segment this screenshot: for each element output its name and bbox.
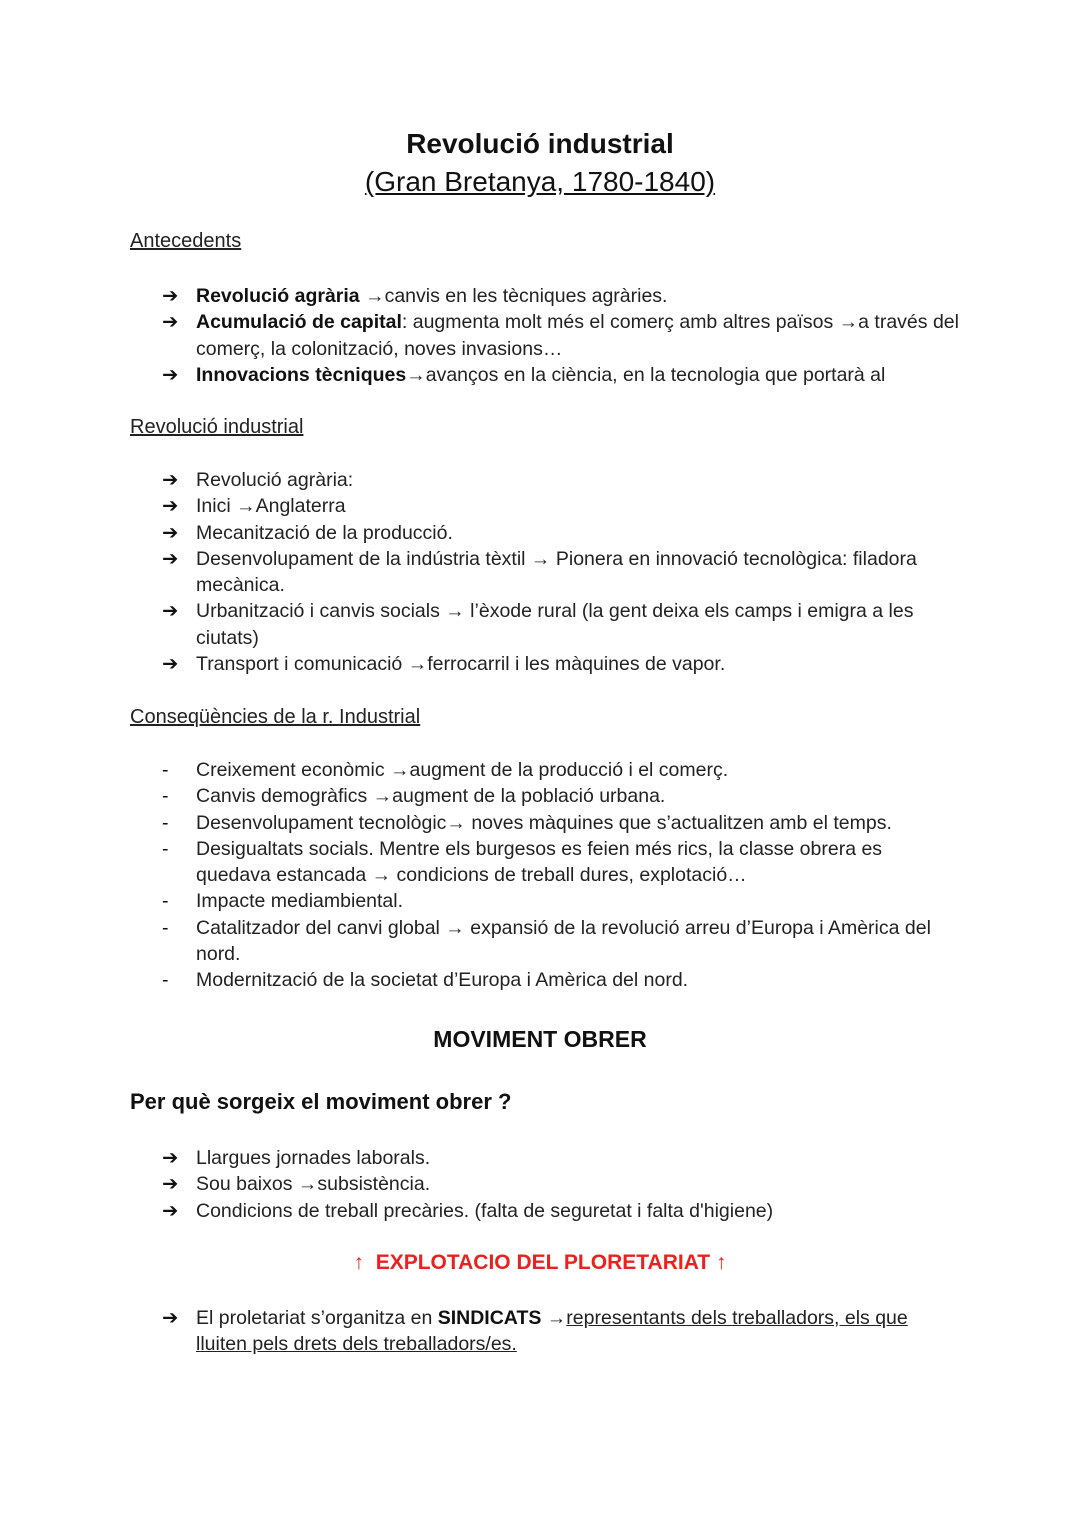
arrow-bullet-icon: ➔ [162,521,179,544]
dash-bullet: - [162,969,169,992]
list-item: ➔ Urbanització i canvis socials → l’èxode rural (la gent deixa els camps i emigra a les ciutats) [162,600,914,649]
list-item: - Impacte mediambiental. [160,888,960,914]
arrow-bullet-icon: ➔ [162,285,179,307]
dash-bullet: - [162,759,169,781]
dash-bullet: - [162,837,169,860]
page-subtitle: (Gran Bretanya, 1780-1840) [364,166,716,197]
sindicats-definition: representants dels treballadors, els que lluiten pels drets dels treballadors/es. [196,1307,908,1356]
list-item: ➔ El proletariat s’organitza en SINDICATS →representants dels treballadors, els que lluiten pels drets dels treballadors/es. [162,1307,908,1356]
revolucio-heading: Revolució industrial [130,416,304,438]
list-item: - Creixement econòmic →augment de la producció i el comerç. [160,757,960,783]
revolucio-list [160,467,960,677]
list-item: ➔ Innovacions tècniques→avanços en la ciència, en la tecnologia que portarà al [160,362,960,388]
dash-bullet: - [162,916,169,939]
sindicats-list [160,1305,960,1358]
up-arrow-icon: ↑ [715,1251,727,1274]
arrow-bullet-icon: ➔ [162,1199,179,1222]
list-item: ➔ Condicions de treball precàries. (falta de seguretat i falta d'higiene) [160,1198,960,1224]
list-item: ➔ Sou baixos →subsistència. [160,1171,960,1197]
list-item: - Desenvolupament tecnològic→ noves màquines que s’actualitzen amb el temps. [160,810,960,836]
moviment-list [160,1145,960,1224]
list-item: ➔ Acumulació de capital: augmenta molt més el comerç amb altres països →a través del comerç, la colonització, noves invasions… [162,311,959,360]
alert-text: EXPLOTACIO DEL PLORETARIAT [375,1251,711,1274]
list-item: - Modernització de la societat d’Europa i Amèrica del nord. [160,967,960,993]
up-arrow-icon: ↑ [353,1251,365,1274]
consequencies-list [160,757,960,994]
dash-bullet: - [162,811,169,834]
arrow-bullet-icon: ➔ [162,600,179,623]
list-item: ➔ Revolució agrària →canvis en les tècniques agràries. [160,283,960,309]
list-item: ➔ Revolució agrària: [160,467,960,493]
list-item: ➔ Mecanització de la producció. [160,520,960,546]
arrow-bullet-icon: ➔ [162,547,179,570]
arrow-bullet-icon: ➔ [162,1147,179,1169]
list-item: - Desigualtats socials. Mentre els burgesos es feien més rics, la classe obrera es quedava estancada → condicions de treball dures, explotació… [162,837,883,887]
list-item: - Catalitzador del canvi global → expansió de la revolució arreu d’Europa i Amèrica del nord. [162,916,931,966]
moviment-question: Per què sorgeix el moviment obrer ? [130,1089,512,1114]
arrow-bullet-icon: ➔ [162,1307,179,1329]
antecedents-list [160,283,960,388]
page-title: Revolució industrial [406,128,674,159]
moviment-heading: MOVIMENT OBRER [433,1026,647,1052]
list-item: ➔ Desenvolupament de la indústria tèxtil → Pionera en innovació tecnològica: filadora mecànica. [162,547,917,597]
alert-banner [0,1251,1080,1275]
arrow-bullet-icon: ➔ [162,363,179,386]
list-item: - Canvis demogràfics →augment de la població urbana. [160,783,960,809]
antecedents-heading: Antecedents [130,230,242,252]
arrow-bullet-icon: ➔ [162,469,179,491]
arrow-bullet-icon: ➔ [162,1173,179,1196]
arrow-bullet-icon: ➔ [162,495,179,518]
arrow-bullet-icon: ➔ [162,311,179,334]
consequencies-heading: Conseqüències de la r. Industrial [130,706,421,728]
arrow-bullet-icon: ➔ [162,653,179,676]
list-item: ➔ Llargues jornades laborals. [160,1145,960,1171]
list-item: ➔ Transport i comunicació →ferrocarril i les màquines de vapor. [160,651,960,677]
list-item: ➔ Inici →Anglaterra [160,493,960,519]
dash-bullet: - [162,785,169,808]
dash-bullet: - [162,890,169,913]
